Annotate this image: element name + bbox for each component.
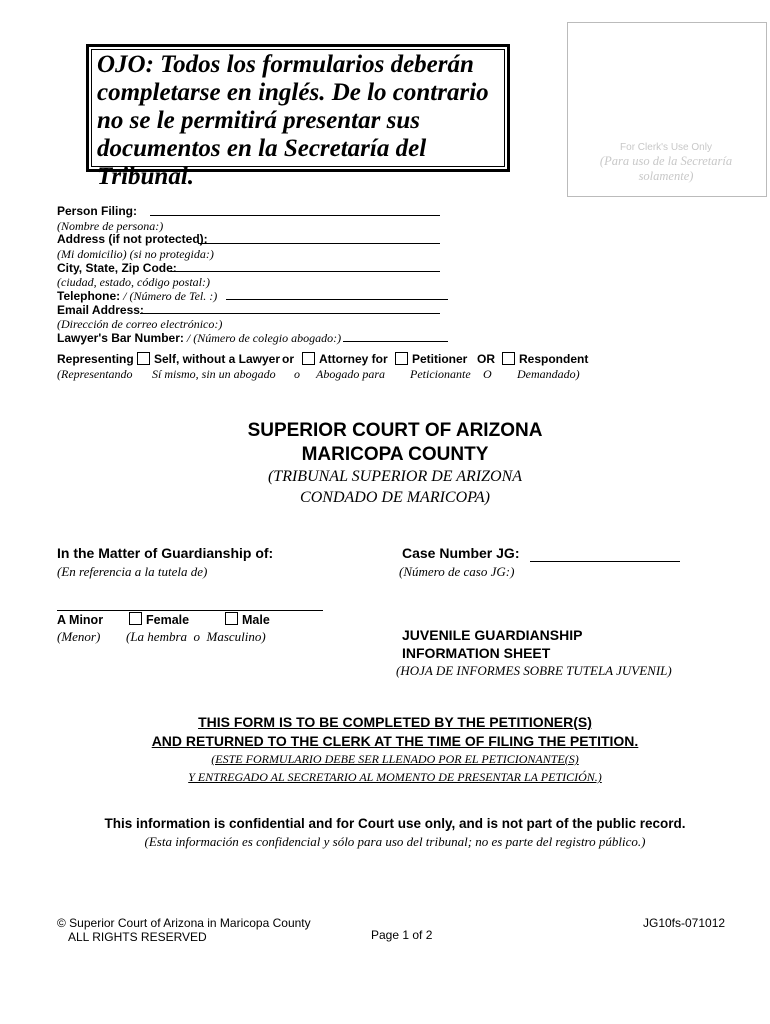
notice-line: no se le permitirá presentar sus xyxy=(97,107,420,134)
or-label-2-es: O xyxy=(483,367,492,381)
email-label-es: (Dirección de correo electrónico:) xyxy=(57,317,223,331)
email-label: Email Address: xyxy=(57,303,144,317)
notice-line: OJO: Todos los formularios deberán xyxy=(97,51,474,78)
person-filing-label-es: (Nombre de persona:) xyxy=(57,219,164,233)
representing-label-es: (Representando xyxy=(57,367,133,381)
case-number-label-es: (Número de caso JG:) xyxy=(399,564,515,579)
doc-title-line1: JUVENILE GUARDIANSHIP xyxy=(402,627,583,643)
page-number: Page 1 of 2 xyxy=(371,928,433,942)
doc-title-es: (HOJA DE INFORMES SOBRE TUTELA JUVENIL) xyxy=(396,663,672,678)
telephone-label: Telephone: xyxy=(57,289,121,303)
gender-label-es: (La hembra o Masculino) xyxy=(126,629,266,644)
notice-line: documentos en la Secretaría del Tribunal. xyxy=(97,135,427,190)
matter-label: In the Matter of Guardianship of: xyxy=(57,545,274,561)
bar-number-label-group xyxy=(57,331,341,345)
person-filing-label: Person Filing: xyxy=(57,204,138,218)
minor-name-field[interactable] xyxy=(57,610,323,611)
self-label-es: Sí mismo, sin un abogado xyxy=(152,367,276,381)
male-checkbox[interactable] xyxy=(225,612,238,625)
county-name: MARICOPA COUNTY xyxy=(301,444,489,465)
or-label-2: OR xyxy=(477,352,495,366)
female-checkbox[interactable] xyxy=(129,612,142,625)
or-label-es: o xyxy=(294,367,300,381)
address-label-es: (Mi domicilio) (si no protegida:) xyxy=(57,247,214,261)
rights-reserved: ALL RIGHTS RESERVED xyxy=(68,930,207,944)
address-field[interactable] xyxy=(198,243,440,244)
self-checkbox[interactable] xyxy=(137,352,150,365)
doc-title-line2: INFORMATION SHEET xyxy=(402,645,551,661)
female-label: Female xyxy=(146,613,190,627)
clerk-use-label-es xyxy=(567,154,765,184)
notice-line: completarse en inglés. De lo contrario xyxy=(97,79,489,106)
telephone-label-es: / (Número de Tel. :) xyxy=(120,289,218,303)
minor-label-es: (Menor) xyxy=(57,629,101,644)
confidential-notice: This information is confidential and for Court use only, and is not part of the public record. xyxy=(104,816,686,831)
petitioner-label-es: Peticionante xyxy=(410,367,471,381)
instructions-line2: AND RETURNED TO THE CLERK AT THE TIME OF FILING THE PETITION. xyxy=(151,733,639,749)
respondent-checkbox[interactable] xyxy=(502,352,515,365)
clerk-es-line: (Para uso de la Secretaría xyxy=(599,154,733,168)
attorney-label: Attorney for xyxy=(319,352,388,366)
respondent-label-es: Demandado) xyxy=(517,367,580,381)
city-state-zip-label-es: (ciudad, estado, código postal:) xyxy=(57,275,210,289)
instructions-es-line2: Y ENTREGADO AL SECRETARIO AL MOMENTO DE PRESENTAR LA PETICIÓN.) xyxy=(188,770,602,784)
telephone-label-group xyxy=(57,289,217,303)
person-filing-field[interactable] xyxy=(150,215,440,216)
case-number-field[interactable] xyxy=(530,561,680,562)
email-field[interactable] xyxy=(140,313,440,314)
representing-label: Representing xyxy=(57,352,134,366)
male-label: Male xyxy=(242,613,270,627)
self-label: Self, without a Lawyer xyxy=(154,352,281,366)
matter-label-es: (En referencia a la tutela de) xyxy=(57,564,208,579)
city-state-zip-field[interactable] xyxy=(170,271,440,272)
respondent-label: Respondent xyxy=(519,352,589,366)
bar-number-label-es: / (Número de colegio abogado:) xyxy=(183,331,342,345)
clerk-use-label: For Clerk's Use Only xyxy=(620,142,712,153)
notice-text xyxy=(97,51,507,191)
bar-number-label: Lawyer's Bar Number: xyxy=(57,331,184,345)
court-name-es: (TRIBUNAL SUPERIOR DE ARIZONA xyxy=(267,468,523,485)
clerk-es-line: solamente) xyxy=(638,169,694,183)
address-label: Address (if not protected): xyxy=(57,232,208,246)
or-label: or xyxy=(282,352,294,366)
county-name-es: CONDADO DE MARICOPA) xyxy=(300,489,490,506)
minor-label: A Minor xyxy=(57,613,104,627)
bar-number-field[interactable] xyxy=(343,341,448,342)
instructions-line1: THIS FORM IS TO BE COMPLETED BY THE PETITIONER(S) xyxy=(198,714,592,730)
copyright: © Superior Court of Arizona in Maricopa County xyxy=(57,916,311,930)
case-number-label: Case Number JG: xyxy=(402,545,520,561)
form-code: JG10fs-071012 xyxy=(643,916,726,930)
petitioner-checkbox[interactable] xyxy=(395,352,408,365)
city-state-zip-label: City, State, Zip Code: xyxy=(57,261,177,275)
attorney-label-es: Abogado para xyxy=(316,367,385,381)
telephone-field[interactable] xyxy=(226,299,448,300)
confidential-notice-es: (Esta información es confidencial y sólo para uso del tribunal; no es parte del registro público.) xyxy=(144,834,646,849)
petitioner-label: Petitioner xyxy=(412,352,468,366)
instructions-es-line1: (ESTE FORMULARIO DEBE SER LLENADO POR EL PETICIONANTE(S) xyxy=(211,752,579,766)
attorney-checkbox[interactable] xyxy=(302,352,315,365)
court-name: SUPERIOR COURT OF ARIZONA xyxy=(247,420,543,441)
